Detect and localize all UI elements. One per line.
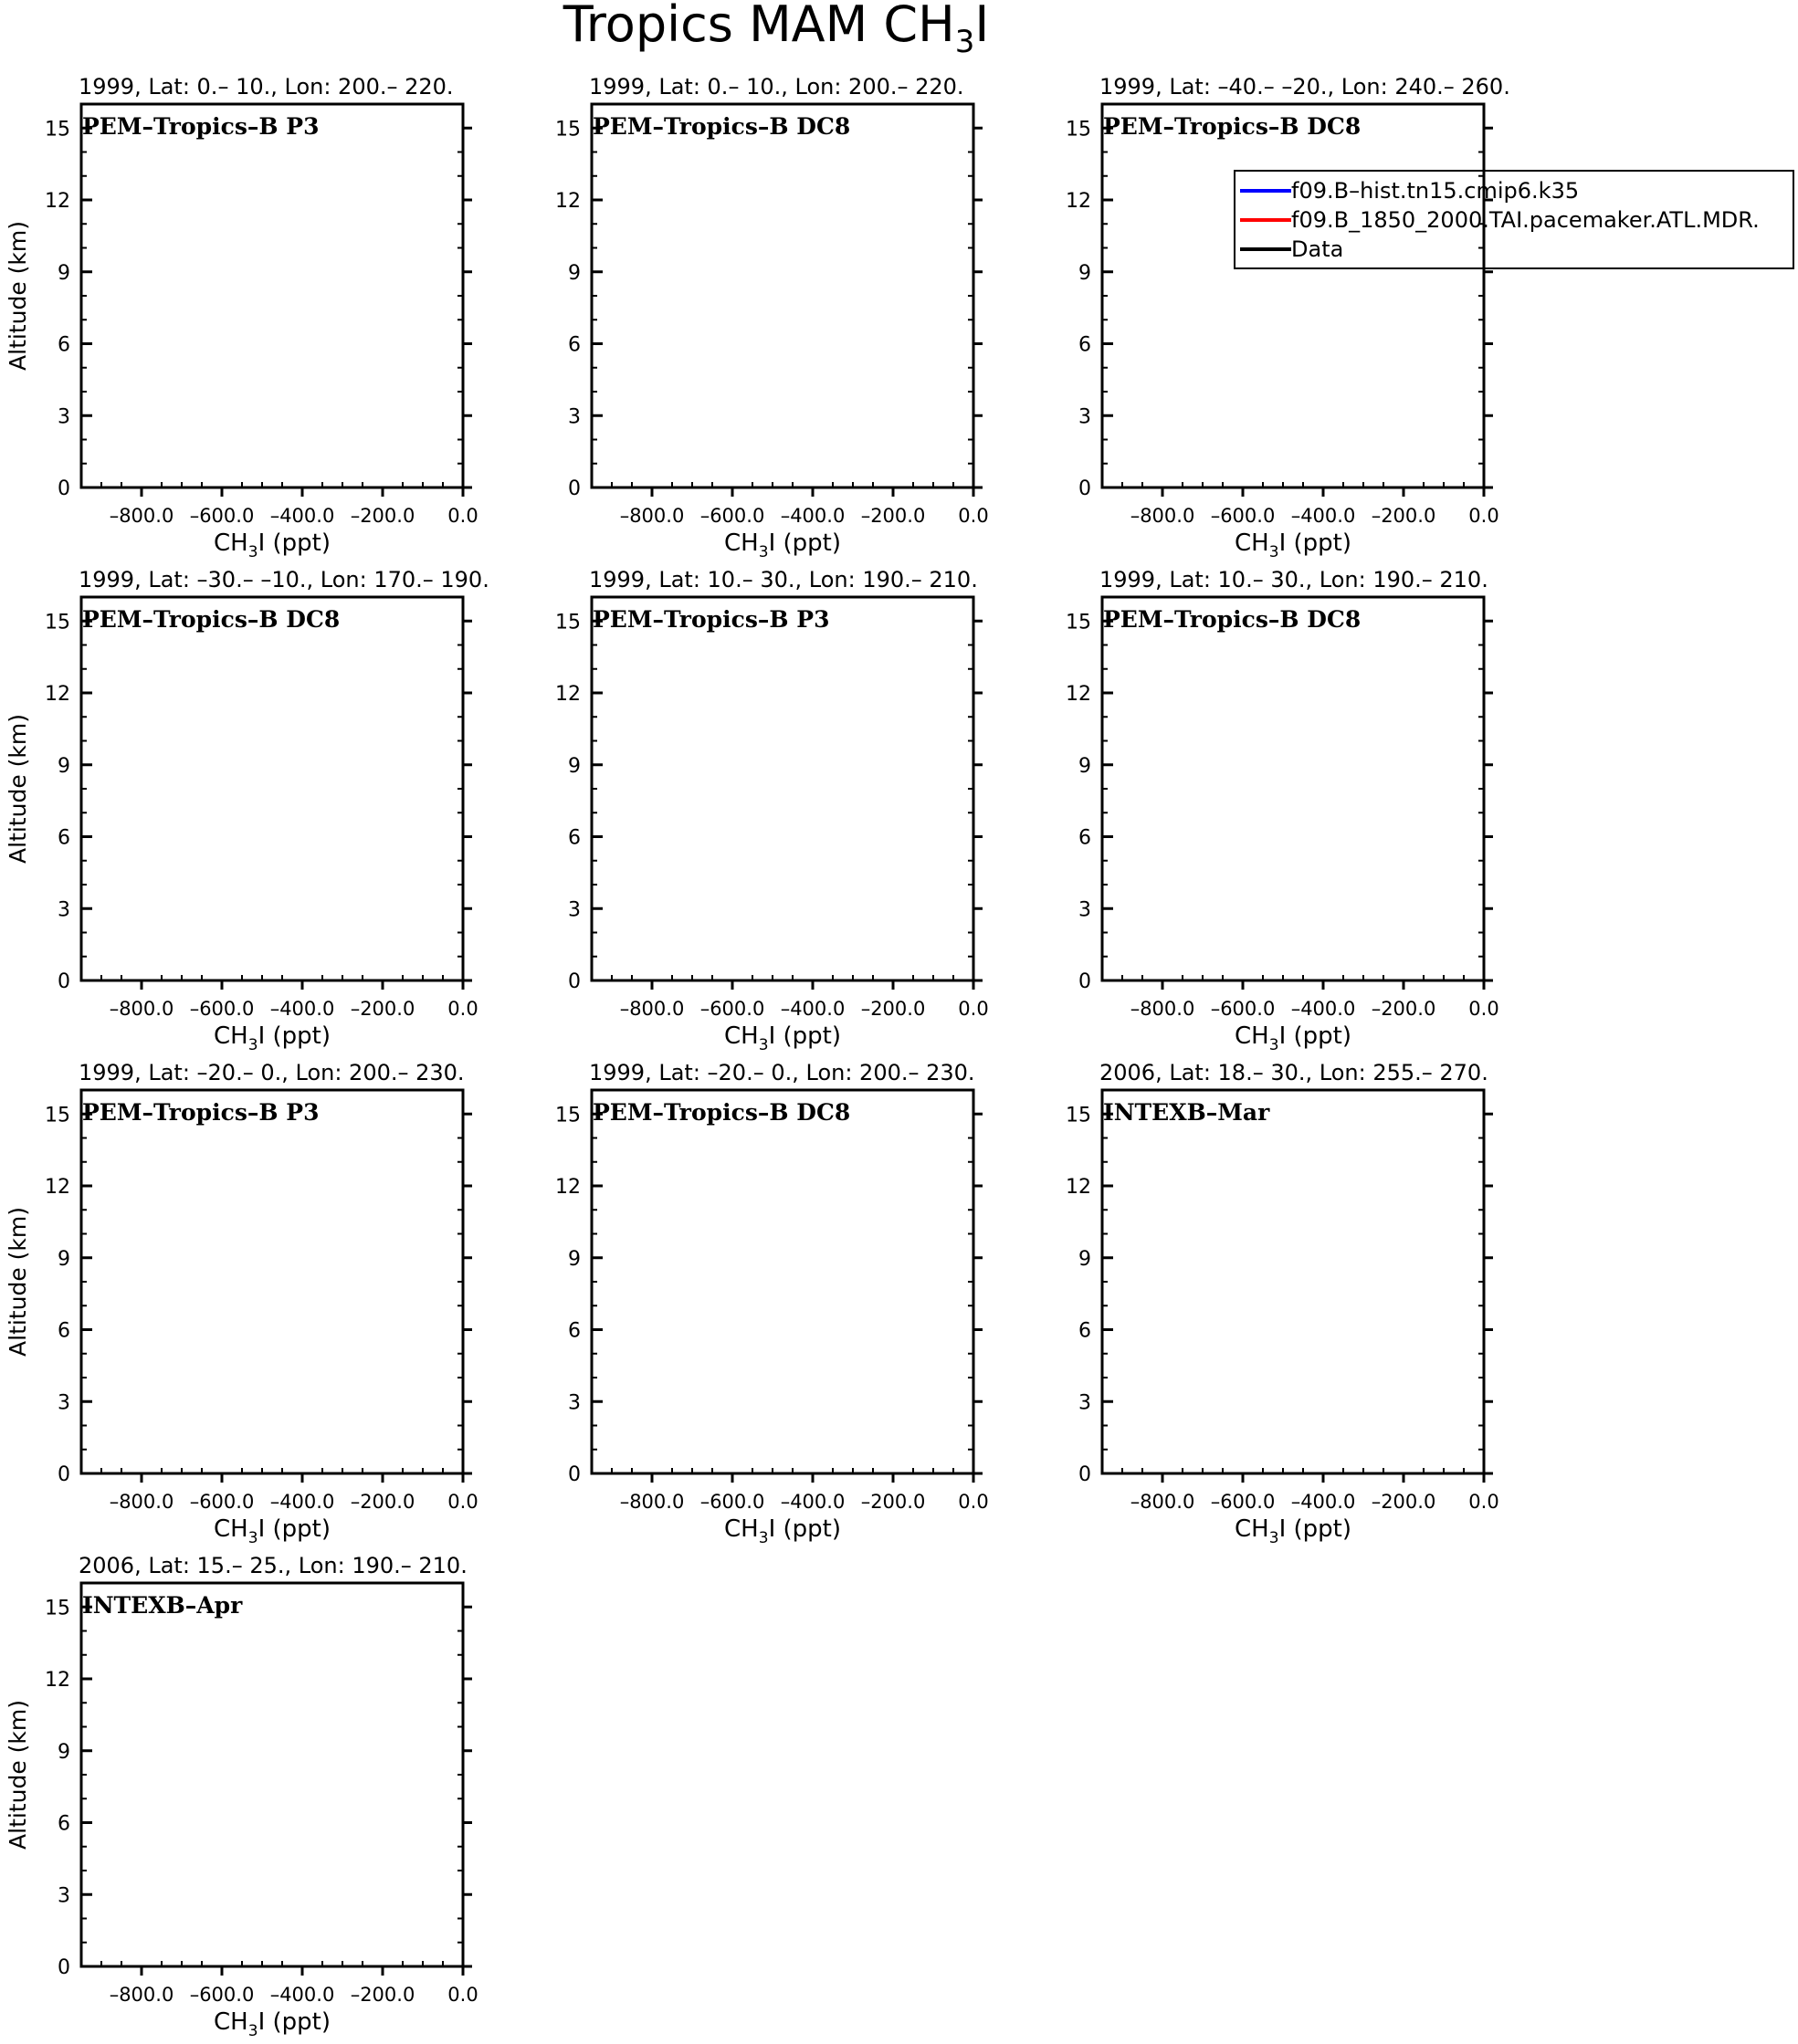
y-tick-label: 9 <box>58 1740 70 1764</box>
x-tick-label: –600.0 <box>189 1984 255 2006</box>
panel-header: 1999, Lat: –40.– –20., Lon: 240.– 260. <box>1099 74 1510 100</box>
chart-panel-7 <box>5 1060 478 1547</box>
x-tick-label: –200.0 <box>860 1491 926 1513</box>
y-axis-label: Altitude (km) <box>5 714 31 864</box>
y-tick-label: 12 <box>45 1669 70 1692</box>
y-tick-label: 9 <box>58 261 70 285</box>
y-tick-label: 0 <box>568 1463 581 1486</box>
y-tick-label: 12 <box>45 190 70 213</box>
y-axis-label: Altitude (km) <box>5 1207 31 1357</box>
legend-entry: f09.B_1850_2000.TAI.pacemaker.ATL.MDR. <box>1291 207 1760 233</box>
panel-header: 1999, Lat: –30.– –10., Lon: 170.– 190. <box>79 567 489 592</box>
panel-header: 1999, Lat: –20.– 0., Lon: 200.– 230. <box>589 1060 975 1085</box>
chart-panel-5 <box>555 567 989 1054</box>
y-tick-label: 12 <box>555 1176 581 1199</box>
x-tick-label: –800.0 <box>109 1491 174 1513</box>
x-axis-label: $CH_3I$ (ppt) <box>214 1515 331 1547</box>
y-tick-label: 9 <box>1078 754 1091 778</box>
y-tick-label: 3 <box>58 898 70 922</box>
y-tick-label: 3 <box>1078 1391 1091 1415</box>
x-tick-label: –200.0 <box>1371 998 1436 1020</box>
x-tick-label: 0.0 <box>447 1984 478 2006</box>
y-tick-label: 12 <box>1066 190 1091 213</box>
campaign-label: PEM–Tropics–B P3 <box>593 606 830 633</box>
panel-header: 1999, Lat: 0.– 10., Lon: 200.– 220. <box>589 74 964 100</box>
plot-frame <box>592 1090 973 1473</box>
x-axis-label: $CH_3I$ (ppt) <box>214 529 331 561</box>
legend-entry: f09.B–hist.tn15.cmip6.k35 <box>1291 178 1580 204</box>
campaign-label: PEM–Tropics–B DC8 <box>1103 113 1362 140</box>
y-tick-label: 15 <box>555 1104 581 1127</box>
x-tick-label: 0.0 <box>1468 1491 1499 1513</box>
x-tick-label: –600.0 <box>189 1491 255 1513</box>
x-tick-label: –600.0 <box>1210 505 1276 527</box>
y-tick-label: 0 <box>1078 477 1091 500</box>
y-tick-label: 3 <box>1078 898 1091 922</box>
x-tick-label: –800.0 <box>1130 998 1195 1020</box>
y-tick-label: 9 <box>1078 1247 1091 1271</box>
x-tick-label: –400.0 <box>780 998 846 1020</box>
y-axis-label: Altitude (km) <box>5 1700 31 1850</box>
x-tick-label: –600.0 <box>699 505 765 527</box>
y-tick-label: 15 <box>555 118 581 142</box>
y-tick-label: 0 <box>568 477 581 500</box>
campaign-label: INTEXB–Mar <box>1103 1099 1270 1126</box>
chart-panel-10 <box>5 1553 478 2040</box>
x-tick-label: –600.0 <box>699 998 765 1020</box>
x-tick-label: –600.0 <box>1210 1491 1276 1513</box>
campaign-label: PEM–Tropics–B DC8 <box>593 1099 851 1126</box>
plot-frame <box>81 1090 463 1473</box>
legend-entry: Data <box>1291 236 1344 262</box>
y-tick-label: 6 <box>568 826 581 850</box>
y-tick-label: 6 <box>58 826 70 850</box>
x-tick-label: –800.0 <box>109 998 174 1020</box>
y-tick-label: 12 <box>45 1176 70 1199</box>
chart-panel-9 <box>1066 1060 1499 1547</box>
y-tick-label: 15 <box>1066 1104 1091 1127</box>
y-tick-label: 15 <box>45 611 70 634</box>
x-tick-label: 0.0 <box>447 998 478 1020</box>
panel-grid <box>5 74 1793 2040</box>
chart-panel-6 <box>1066 567 1499 1054</box>
y-tick-label: 3 <box>568 1391 581 1415</box>
x-tick-label: –400.0 <box>1290 998 1356 1020</box>
chart-panel-1 <box>5 74 478 561</box>
y-tick-label: 6 <box>568 333 581 357</box>
y-tick-label: 3 <box>1078 405 1091 429</box>
campaign-label: PEM–Tropics–B P3 <box>82 113 320 140</box>
y-tick-label: 15 <box>1066 118 1091 142</box>
y-tick-label: 3 <box>568 898 581 922</box>
x-tick-label: 0.0 <box>958 505 989 527</box>
plot-frame <box>1102 104 1484 487</box>
y-tick-label: 9 <box>58 754 70 778</box>
x-axis-label: $CH_3I$ (ppt) <box>1235 1022 1351 1054</box>
x-axis-label: $CH_3I$ (ppt) <box>724 1515 841 1547</box>
chart-panel-3 <box>1066 74 1793 561</box>
x-tick-label: –400.0 <box>1290 1491 1356 1513</box>
y-tick-label: 15 <box>555 611 581 634</box>
x-axis-label: $CH_3I$ (ppt) <box>214 1022 331 1054</box>
y-tick-label: 9 <box>568 261 581 285</box>
y-tick-label: 3 <box>58 1884 70 1908</box>
x-tick-label: –600.0 <box>699 1491 765 1513</box>
x-tick-label: –400.0 <box>269 1984 335 2006</box>
x-tick-label: –800.0 <box>109 505 174 527</box>
panel-header: 1999, Lat: 10.– 30., Lon: 190.– 210. <box>1099 567 1488 592</box>
campaign-label: PEM–Tropics–B P3 <box>82 1099 320 1126</box>
x-tick-label: –200.0 <box>1371 1491 1436 1513</box>
campaign-label: PEM–Tropics–B DC8 <box>1103 606 1362 633</box>
plot-frame <box>592 597 973 980</box>
x-tick-label: –400.0 <box>269 1491 335 1513</box>
x-tick-label: –800.0 <box>619 505 685 527</box>
y-tick-label: 12 <box>555 683 581 706</box>
y-tick-label: 0 <box>1078 970 1091 993</box>
y-tick-label: 15 <box>1066 611 1091 634</box>
legend <box>1235 171 1793 268</box>
x-tick-label: –200.0 <box>350 1491 415 1513</box>
y-tick-label: 6 <box>58 1319 70 1343</box>
x-tick-label: –600.0 <box>189 998 255 1020</box>
panel-header: 2006, Lat: 18.– 30., Lon: 255.– 270. <box>1099 1060 1488 1085</box>
x-tick-label: –400.0 <box>269 998 335 1020</box>
y-tick-label: 6 <box>1078 333 1091 357</box>
x-tick-label: –200.0 <box>350 1984 415 2006</box>
y-axis-label: Altitude (km) <box>5 221 31 371</box>
y-tick-label: 15 <box>45 118 70 142</box>
x-tick-label: 0.0 <box>1468 505 1499 527</box>
y-tick-label: 6 <box>568 1319 581 1343</box>
plot-frame <box>81 104 463 487</box>
chart-panel-2 <box>555 74 989 561</box>
x-tick-label: –600.0 <box>1210 998 1276 1020</box>
plot-frame <box>592 104 973 487</box>
y-tick-label: 3 <box>568 405 581 429</box>
x-tick-label: –400.0 <box>780 505 846 527</box>
campaign-label: INTEXB–Apr <box>82 1592 243 1619</box>
x-tick-label: 0.0 <box>447 505 478 527</box>
x-tick-label: –400.0 <box>1290 505 1356 527</box>
x-tick-label: –200.0 <box>860 998 926 1020</box>
y-tick-label: 0 <box>58 1956 70 1979</box>
plot-frame <box>1102 597 1484 980</box>
x-tick-label: –800.0 <box>109 1984 174 2006</box>
x-tick-label: –200.0 <box>1371 505 1436 527</box>
x-tick-label: –200.0 <box>350 505 415 527</box>
y-tick-label: 9 <box>58 1247 70 1271</box>
x-axis-label: $CH_3I$ (ppt) <box>1235 529 1351 561</box>
y-tick-label: 0 <box>58 477 70 500</box>
x-tick-label: 0.0 <box>1468 998 1499 1020</box>
x-tick-label: 0.0 <box>958 998 989 1020</box>
campaign-label: PEM–Tropics–B DC8 <box>82 606 341 633</box>
plot-frame <box>1102 1090 1484 1473</box>
x-tick-label: –800.0 <box>619 1491 685 1513</box>
chart-panel-8 <box>555 1060 989 1547</box>
y-tick-label: 12 <box>45 683 70 706</box>
x-tick-label: –800.0 <box>1130 1491 1195 1513</box>
y-tick-label: 6 <box>58 333 70 357</box>
x-tick-label: –200.0 <box>350 998 415 1020</box>
figure-title: Tropics MAM $CH_3I$ <box>563 0 990 60</box>
y-tick-label: 6 <box>1078 826 1091 850</box>
y-tick-label: 3 <box>58 1391 70 1415</box>
panel-header: 1999, Lat: –20.– 0., Lon: 200.– 230. <box>79 1060 465 1085</box>
x-tick-label: 0.0 <box>447 1491 478 1513</box>
y-tick-label: 12 <box>1066 683 1091 706</box>
y-tick-label: 0 <box>1078 1463 1091 1486</box>
panel-header: 1999, Lat: 0.– 10., Lon: 200.– 220. <box>79 74 454 100</box>
x-tick-label: –600.0 <box>189 505 255 527</box>
chart-panel-4 <box>5 567 489 1054</box>
x-axis-label: $CH_3I$ (ppt) <box>724 529 841 561</box>
y-tick-label: 0 <box>58 970 70 993</box>
y-tick-label: 0 <box>58 1463 70 1486</box>
campaign-label: PEM–Tropics–B DC8 <box>593 113 851 140</box>
x-tick-label: –200.0 <box>860 505 926 527</box>
y-tick-label: 0 <box>568 970 581 993</box>
y-tick-label: 9 <box>1078 261 1091 285</box>
y-tick-label: 6 <box>58 1812 70 1836</box>
y-tick-label: 6 <box>1078 1319 1091 1343</box>
x-tick-label: –800.0 <box>619 998 685 1020</box>
x-tick-label: –400.0 <box>780 1491 846 1513</box>
panel-header: 1999, Lat: 10.– 30., Lon: 190.– 210. <box>589 567 978 592</box>
x-axis-label: $CH_3I$ (ppt) <box>214 2008 331 2040</box>
x-tick-label: –400.0 <box>269 505 335 527</box>
plot-frame <box>81 597 463 980</box>
y-tick-label: 15 <box>45 1104 70 1127</box>
y-tick-label: 12 <box>555 190 581 213</box>
y-tick-label: 9 <box>568 754 581 778</box>
plot-frame <box>81 1583 463 1966</box>
y-tick-label: 12 <box>1066 1176 1091 1199</box>
panel-header: 2006, Lat: 15.– 25., Lon: 190.– 210. <box>79 1553 468 1578</box>
x-tick-label: 0.0 <box>958 1491 989 1513</box>
x-tick-label: –800.0 <box>1130 505 1195 527</box>
x-axis-label: $CH_3I$ (ppt) <box>724 1022 841 1054</box>
y-tick-label: 15 <box>45 1597 70 1620</box>
y-tick-label: 9 <box>568 1247 581 1271</box>
y-tick-label: 3 <box>58 405 70 429</box>
x-axis-label: $CH_3I$ (ppt) <box>1235 1515 1351 1547</box>
